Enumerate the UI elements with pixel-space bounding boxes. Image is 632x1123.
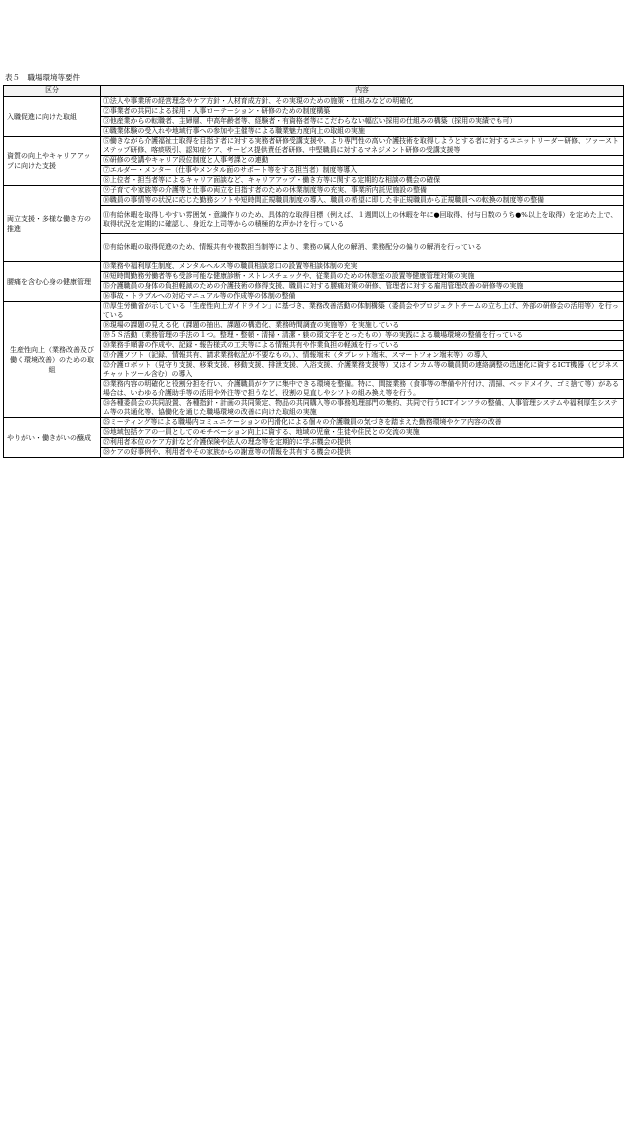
requirement-item: ⑰厚生労働省が示している「生産性向上ガイドライン」に基づき、業務改善活動の体制構築（委員会やプロジェクトチームの立ち上げ、外部の研修会の活用等）を行っている bbox=[101, 302, 624, 321]
requirement-item: ④職業体験の受入れや地域行事への参加や主催等による職業魅力度向上の取組の実施 bbox=[101, 127, 624, 137]
table-row bbox=[4, 137, 624, 156]
category-cell-motivation: やりがい・働きがいの醸成 bbox=[4, 418, 101, 458]
requirement-item: ㉑介護ソフト（記録、情報共有、請求業務転記が不要なもの。）、情報端末（タブレット端末、スマートフォン端末等）の導入 bbox=[101, 351, 624, 361]
table-caption: 表５ 職場環境等要件 bbox=[5, 73, 80, 82]
table-row bbox=[4, 97, 624, 107]
requirement-item: ㉘ケアの好事例や、利用者やその家族からの謝意等の情報を共有する機会の提供 bbox=[101, 448, 624, 458]
requirement-item: ㉕ミーティング等による職場内コミュニケーションの円滑化による個々の介護職員の気づきを踏まえた勤務環境やケア内容の改善 bbox=[101, 418, 624, 428]
requirement-item: ⑩職員の事情等の状況に応じた勤務シフトや短時間正規職員制度の導入、職員の希望に即した非正規職員から正規職員への転換の制度等の整備 bbox=[101, 196, 624, 206]
category-cell-recruitment: 入職促進に向けた取組 bbox=[4, 97, 101, 137]
requirement-item: ③他産業からの転職者、主婦層、中高年齢者等、経験者・有資格者等にこだわらない幅広い採用の仕組みの構築（採用の実績でも可） bbox=[101, 117, 624, 127]
requirement-item: ①法人や事業所の経営理念やケア方針・人材育成方針、その実現のための施策・仕組みなどの明確化 bbox=[101, 97, 624, 107]
category-cell-work-life: 両立支援・多様な働き方の推進 bbox=[4, 186, 101, 262]
requirement-item: ⑭短時間勤務労働者等も受診可能な健康診断・ストレスチェックや、従業員のための休憩室の設置等健康管理対策の実施 bbox=[101, 272, 624, 282]
requirement-item: ㉒介護ロボット（見守り支援、移乗支援、移動支援、排泄支援、入浴支援、介護業務支援等）又はインカム等の職員間の連絡調整の迅速化に資するICT機器（ビジネスチャットツール含む）の導入 bbox=[101, 361, 624, 380]
requirement-item: ⑧上位者・担当者等によるキャリア面談など、キャリアアップ・働き方等に関する定期的な相談の機会の確保 bbox=[101, 176, 624, 186]
requirement-item: ⑤働きながら介護福祉士取得を目指す者に対する実務者研修受講支援や、より専門性の高い介護技術を取得しようとする者に対するユニットリーダー研修、ファーストステップ研修、喀痰吸引、認知症ケア、サービス提供責任者研修、中堅職員に対するマネジメント研修の受講支援等 bbox=[101, 137, 624, 156]
table-row bbox=[4, 262, 624, 272]
requirement-item: ⑫有給休暇の取得促進のため、情報共有や複数担当制等により、業務の属人化の解消、業務配分の偏りの解消を行っている bbox=[101, 234, 624, 262]
requirement-item: ⑳業務手順書の作成や、記録・報告様式の工夫等による情報共有や作業負担の軽減を行っている bbox=[101, 341, 624, 351]
requirement-item: ㉗利用者本位のケア方針など介護保険や法人の理念等を定期的に学ぶ機会の提供 bbox=[101, 438, 624, 448]
requirement-item: ⑨子育てや家族等の介護等と仕事の両立を目指す者のための休業制度等の充実、事業所内託児施設の整備 bbox=[101, 186, 624, 196]
requirement-item: ㉖地域包括ケアの一員としてのモチベーション向上に資する、地域の児童・生徒や住民との交流の実施 bbox=[101, 428, 624, 438]
requirement-item: ⑱現場の課題の見える化（課題の抽出、課題の構造化、業務時間調査の実施等）を実施している bbox=[101, 321, 624, 331]
requirement-item: ⑮介護職員の身体の負担軽減のための介護技術の修得支援、職員に対する腰痛対策の研修、管理者に対する雇用管理改善の研修等の実施 bbox=[101, 282, 624, 292]
header-content: 内容 bbox=[101, 86, 624, 97]
category-cell-career: 資質の向上やキャリアアップに向けた支援 bbox=[4, 137, 101, 186]
table-row bbox=[4, 418, 624, 428]
table-row bbox=[4, 186, 624, 196]
header-category: 区分 bbox=[4, 86, 101, 97]
requirement-item: ⑲５Ｓ活動（業務管理の手法の１つ。整理・整頓・清掃・清潔・躾の頭文字をとったもの）等の実践による職場環境の整備を行っている bbox=[101, 331, 624, 341]
category-cell-health: 腰痛を含む心身の健康管理 bbox=[4, 262, 101, 302]
requirement-item: ⑬業務や福利厚生制度、メンタルヘルス等の職員相談窓口の設置等相談体制の充実 bbox=[101, 262, 624, 272]
workplace-requirements-table bbox=[3, 85, 624, 458]
requirement-item: ㉓業務内容の明確化と役割分担を行い、介護職員がケアに集中できる環境を整備。特に、間接業務（食事等の準備や片付け、清掃、ベッドメイク、ゴミ捨て等）がある場合は、いわゆる介護助手等の活用や外注等で担うなど、役割の見直しやシフトの組み換え等を行う。 bbox=[101, 380, 624, 399]
requirement-item: ⑯事故・トラブルへの対応マニュアル等の作成等の体制の整備 bbox=[101, 292, 624, 302]
requirement-item: ⑥研修の受講やキャリア段位制度と人事考課との連動 bbox=[101, 156, 624, 166]
table-row bbox=[4, 302, 624, 321]
category-cell-productivity: 生産性向上（業務改善及び働く環境改善）のための取組 bbox=[4, 302, 101, 418]
header-row bbox=[4, 86, 624, 97]
requirement-item: ㉔各種委員会の共同設置、各種指針・計画の共同策定、物品の共同購入等の事務処理部門の集約、共同で行うICTインフラの整備、人事管理システムや福利厚生システム等の共通化等、協働化を通じた職場環境の改善に向けた取組の実施 bbox=[101, 399, 624, 418]
requirement-item: ⑦エルダー・メンター（仕事やメンタル面のサポート等をする担当者）制度等導入 bbox=[101, 166, 624, 176]
requirement-item: ②事業者の共同による採用・人事ローテーション・研修のための制度構築 bbox=[101, 107, 624, 117]
requirement-item: ⑪有給休暇を取得しやすい雰囲気・意識作りのため、具体的な取得目標（例えば、１週間以上の休暇を年に●回取得、付与日数のうち●%以上を取得）を定めた上で、取得状況を定期的に確認し、身近な上司等からの積極的な声かけを行っている bbox=[101, 206, 624, 234]
